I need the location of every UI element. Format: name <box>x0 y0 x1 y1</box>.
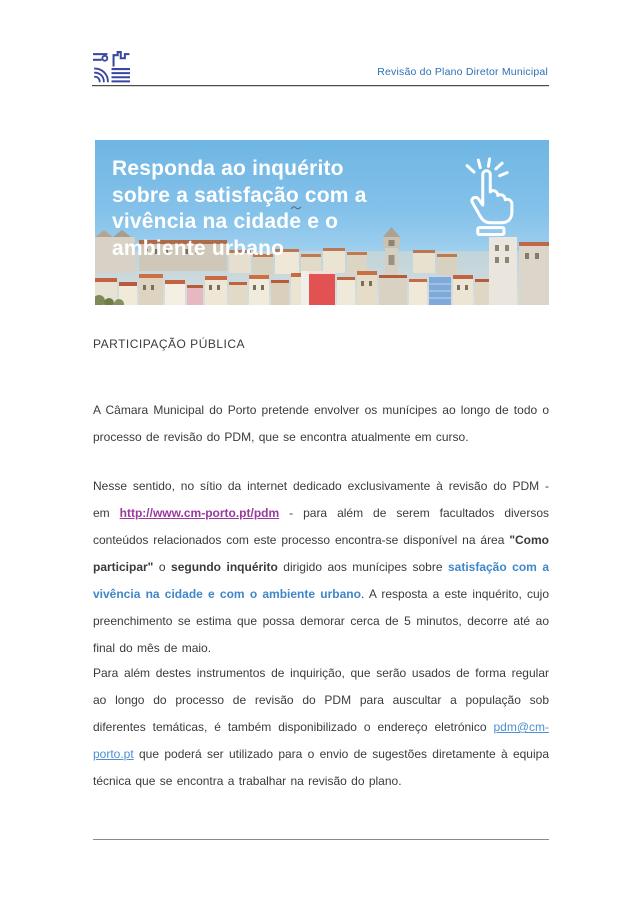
banner-headline-line: Responda ao inquérito <box>112 157 344 180</box>
header-title: Revisão do Plano Diretor Municipal <box>377 66 548 78</box>
paragraph-survey <box>93 473 549 662</box>
text-segment: segundo inquérito <box>171 560 278 574</box>
porto-municipal-logo-icon <box>93 50 130 85</box>
text-segment: A Câmara Municipal do Porto pretende envolver os munícipes ao longo de todo o processo de revisão do PDM, que se encontra atualmente em curso. <box>93 403 549 444</box>
text-segment: o <box>153 560 172 574</box>
text-segment: Para além destes instrumentos de inquirição, que serão usados de forma regular ao longo do processo de revisão do PDM para auscultar a população sob diferentes temáticas, é também disponibilizado o endereço eletrónico <box>93 666 549 734</box>
text-segment: "Como participar" <box>93 533 549 574</box>
text-segment: satisfação com a vivência na cidade e com o ambiente urbano <box>93 560 549 601</box>
text-segment: que poderá ser utilizado para o envio de sugestões diretamente à equipa técnica que se encontra a trabalhar na revisão do plano. <box>93 747 549 788</box>
survey-banner <box>95 140 549 305</box>
banner-headline-line: sobre a satisfação com a <box>112 183 367 207</box>
click-hand-icon <box>449 156 529 238</box>
page-title: PARTICIPAÇÃO PÚBLICA <box>93 337 246 351</box>
text-segment: Nesse sentido, no sítio da internet dedicado exclusivamente à revisão do PDM - em <box>93 479 549 520</box>
pdm-email-link[interactable]: pdm@cm-porto.pt <box>93 720 549 761</box>
text-segment: - para além de serem facultados diversos conteúdos relacionados com este processo encontra-se disponível na área <box>93 506 549 547</box>
banner-headline-line: ambiente urbano <box>112 236 285 260</box>
pdm-website-link[interactable]: http://www.cm-porto.pt/pdm <box>119 506 280 520</box>
text-segment: . A resposta a este inquérito, cujo preenchimento se estima que possa demorar cerca de 5 minutos, decorre até ao final do mês de maio. <box>93 587 550 655</box>
paragraph-intro <box>93 397 549 451</box>
banner-headline <box>112 156 367 262</box>
text-segment: dirigido aos munícipes sobre <box>277 560 448 574</box>
banner-headline-line: vivência na cidade e o <box>112 210 339 233</box>
footer-rule <box>93 839 549 840</box>
paragraph-contact <box>93 660 549 795</box>
header-rule <box>92 85 549 86</box>
